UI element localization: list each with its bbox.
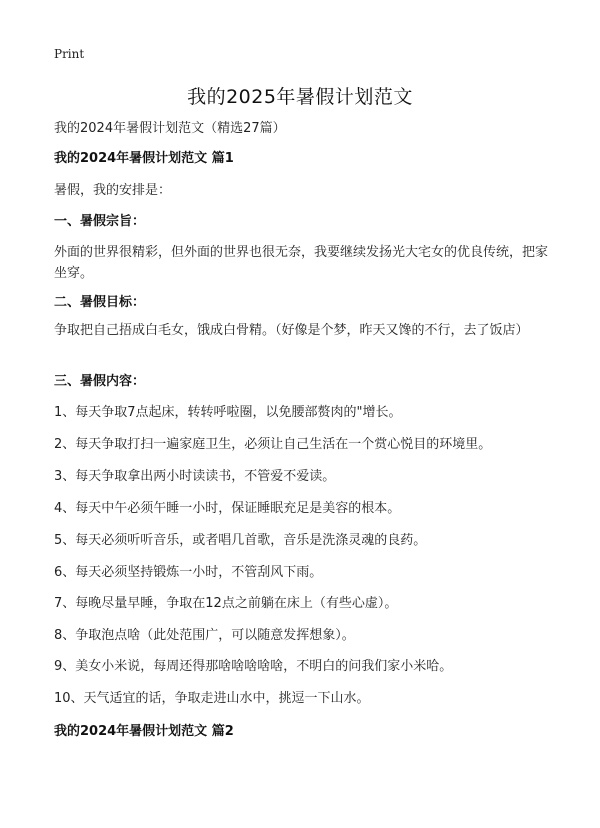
list-item: 9、美女小米说，每周还得那啥啥啥啥啥，不明白的问我们家小米哈。: [54, 659, 453, 674]
list-item: 4、每天中午必须午睡一小时，保证睡眠充足是美容的根本。: [54, 501, 401, 516]
section-3-heading: 三、暑假内容：: [54, 374, 146, 389]
list-item: 1、每天争取7点起床，转转呼啦圈，以免腰部赘肉的"增长。: [54, 405, 402, 420]
page-title: 我的2025年暑假计划范文: [187, 86, 413, 108]
print-label: Print: [54, 47, 85, 61]
document-subtitle: 我的2024年暑假计划范文（精选27篇）: [54, 121, 286, 136]
article-1-heading: 我的2024年暑假计划范文 篇1: [54, 151, 234, 166]
list-item: 6、每天必须坚持锻炼一小时，不管刮风下雨。: [54, 565, 323, 580]
section-2-text: 争取把自己捂成白毛女，饿成白骨精。（好像是个梦，昨天又馋的不行，去了饭店）: [54, 323, 529, 338]
list-item: 5、每天必须听听音乐，或者唱几首歌，音乐是洗涤灵魂的良药。: [54, 533, 427, 548]
list-item: 10、天气适宜的话，争取走进山水中，挑逗一下山水。: [54, 691, 370, 706]
list-item: 2、每天争取打扫一遍家庭卫生，必须让自己生活在一个赏心悦目的环境里。: [54, 437, 492, 452]
list-item: 3、每天争取拿出两小时读读书，不管爱不爱读。: [54, 469, 336, 484]
article-2-heading: 我的2024年暑假计划范文 篇2: [54, 724, 234, 739]
section-1-text: 外面的世界很精彩，但外面的世界也很无奈，我要继续发扬光大宅女的优良传统，把家坐穿。: [54, 245, 549, 281]
section-1-heading: 一、暑假宗旨：: [54, 214, 146, 229]
intro-text: 暑假，我的安排是：: [54, 183, 172, 198]
list-item: 7、每晚尽量早睡，争取在12点之前躺在床上（有些心虚）。: [54, 596, 398, 611]
list-item: 8、争取泡点啥（此处范围广，可以随意发挥想象）。: [54, 628, 355, 643]
section-2-heading: 二、暑假目标：: [54, 295, 146, 310]
